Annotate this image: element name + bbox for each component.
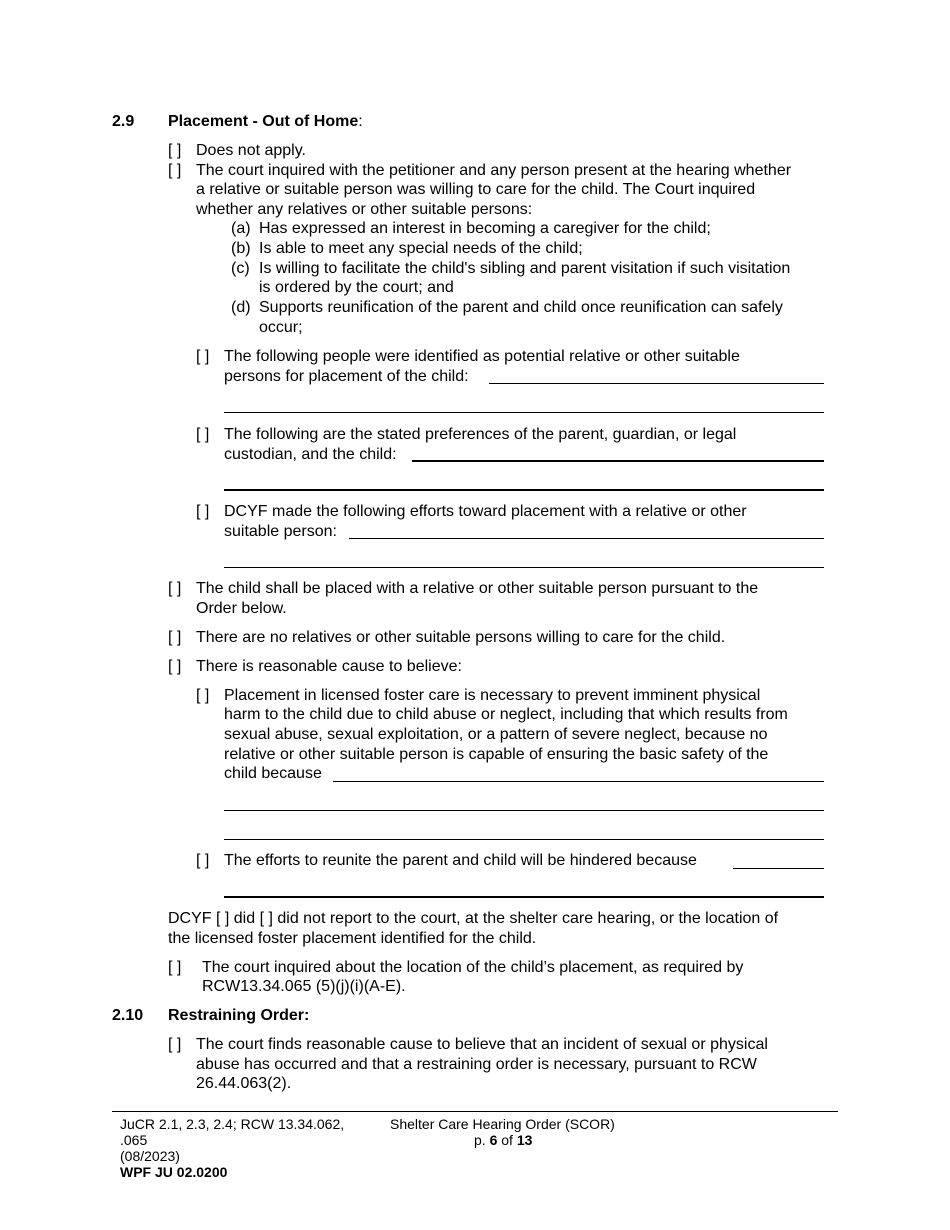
- identified-people-text: The following people were identified as potential relative or other suitable: [224, 348, 740, 365]
- checkbox-dcyf-efforts[interactable]: [ ]: [196, 503, 210, 520]
- checkbox-does-not-apply[interactable]: [ ]: [168, 142, 182, 159]
- footer-citation: JuCR 2.1, 2.3, 2.4; RCW 13.34.062,: [120, 1116, 345, 1132]
- checkbox-location-inquiry[interactable]: [ ]: [168, 959, 182, 976]
- dcyf-efforts-blank-2[interactable]: [224, 567, 824, 568]
- efforts-hindered-text: The efforts to reunite the parent and child will be hindered because: [224, 852, 697, 869]
- restraining-order-text: The court finds reasonable cause to believe that an incident of sexual or physical: [196, 1036, 768, 1053]
- identified-people-text: persons for placement of the child:: [224, 368, 469, 385]
- inquiry-line: a relative or suitable person was willing to care for the child. The Court inquired: [196, 181, 756, 198]
- location-inquiry-text: RCW13.34.065 (5)(j)(i)(A-E).: [202, 978, 406, 995]
- page-number: 6: [489, 1132, 498, 1148]
- dcyf-efforts-text: suitable person:: [224, 523, 337, 540]
- checkbox-placed-with-relative[interactable]: [ ]: [168, 580, 182, 597]
- checkbox-reasonable-cause[interactable]: [ ]: [168, 658, 182, 675]
- criteria-text: is ordered by the court; and: [259, 279, 454, 296]
- page-of: of: [501, 1132, 513, 1148]
- inquiry-line: The court inquired with the petitioner and any person present at the hearing whether: [196, 162, 792, 179]
- criteria-label: (b): [231, 240, 251, 257]
- criteria-label: (c): [231, 260, 250, 277]
- criteria-text: Is able to meet any special needs of the child;: [259, 240, 583, 257]
- preferences-text: custodian, and the child:: [224, 446, 397, 463]
- dcyf-efforts-text: DCYF made the following efforts toward placement with a relative or other: [224, 503, 747, 520]
- checkbox-court-inquired[interactable]: [ ]: [168, 162, 182, 179]
- does-not-apply-label: Does not apply.: [196, 142, 306, 159]
- dcyf-report-text: the licensed foster placement identified for the child.: [168, 930, 537, 947]
- section-number: 2.9: [112, 113, 135, 130]
- page-total: 13: [516, 1132, 533, 1148]
- foster-care-text: Placement in licensed foster care is necessary to prevent imminent physical: [224, 687, 761, 704]
- section-heading: Restraining Order:: [168, 1007, 310, 1024]
- section-heading: [168, 112, 363, 132]
- preferences-blank-2[interactable]: [224, 489, 824, 491]
- checkbox-foster-care[interactable]: [ ]: [196, 687, 210, 704]
- criteria-text: Supports reunification of the parent and child once reunification can safely: [259, 299, 783, 316]
- placed-with-relative-text: The child shall be placed with a relative or other suitable person pursuant to the: [196, 580, 759, 597]
- checkbox-restraining-order[interactable]: [ ]: [168, 1036, 182, 1053]
- footer-citation: .065: [120, 1132, 148, 1148]
- checkbox-preferences[interactable]: [ ]: [196, 426, 210, 443]
- checkbox-efforts-hindered[interactable]: [ ]: [196, 852, 210, 869]
- location-inquiry-text: The court inquired about the location of the child’s placement, as required by: [202, 959, 744, 976]
- page-prefix: p.: [474, 1132, 486, 1148]
- placed-with-relative-text: Order below.: [196, 600, 287, 617]
- foster-care-blank-3[interactable]: [224, 839, 824, 840]
- identified-people-blank[interactable]: [489, 383, 824, 384]
- foster-care-text: sexual abuse, sexual exploitation, or a pattern of severe neglect, because no: [224, 726, 768, 743]
- criteria-text: Is willing to facilitate the child's sibling and parent visitation if such visitation: [259, 260, 791, 277]
- section-heading-text: Placement - Out of Home: [168, 113, 359, 130]
- preferences-text: The following are the stated preferences of the parent, guardian, or legal: [224, 426, 737, 443]
- restraining-order-text: 26.44.063(2).: [196, 1075, 292, 1092]
- criteria-text: occur;: [259, 319, 303, 336]
- footer-page-indicator: [474, 1132, 532, 1148]
- footer-date: (08/2023): [120, 1148, 180, 1164]
- heading-colon: :: [358, 113, 363, 130]
- foster-care-text: child because: [224, 765, 322, 782]
- section-number: 2.10: [112, 1007, 144, 1024]
- foster-care-text: harm to the child due to child abuse or neglect, including that which results from: [224, 706, 788, 723]
- footer-form-id: WPF JU 02.0200: [120, 1164, 228, 1180]
- dcyf-report-text: DCYF [ ] did [ ] did not report to the court, at the shelter care hearing, or the location of: [168, 910, 779, 927]
- checkbox-identified-people[interactable]: [ ]: [196, 348, 210, 365]
- efforts-hindered-blank[interactable]: [733, 868, 824, 869]
- dcyf-efforts-blank[interactable]: [349, 538, 824, 539]
- efforts-hindered-blank-2[interactable]: [224, 896, 824, 898]
- foster-care-blank-2[interactable]: [224, 810, 824, 811]
- inquiry-line: whether any relatives or other suitable persons:: [196, 201, 533, 218]
- reasonable-cause-text: There is reasonable cause to believe:: [196, 658, 462, 675]
- foster-care-text: relative or other suitable person is capable of ensuring the basic safety of the: [224, 746, 769, 763]
- preferences-blank[interactable]: [412, 460, 824, 462]
- checkbox-no-relatives[interactable]: [ ]: [168, 629, 182, 646]
- criteria-label: (a): [231, 220, 251, 237]
- criteria-text: Has expressed an interest in becoming a caregiver for the child;: [259, 220, 711, 237]
- footer-rule: [112, 1111, 838, 1112]
- footer-title: Shelter Care Hearing Order (SCOR): [390, 1116, 615, 1132]
- criteria-label: (d): [231, 299, 251, 316]
- no-relatives-text: There are no relatives or other suitable persons willing to care for the child.: [196, 629, 726, 646]
- identified-people-blank-2[interactable]: [224, 412, 824, 413]
- foster-care-blank[interactable]: [333, 781, 824, 782]
- restraining-order-text: abuse has occurred and that a restraining order is necessary, pursuant to RCW: [196, 1056, 757, 1073]
